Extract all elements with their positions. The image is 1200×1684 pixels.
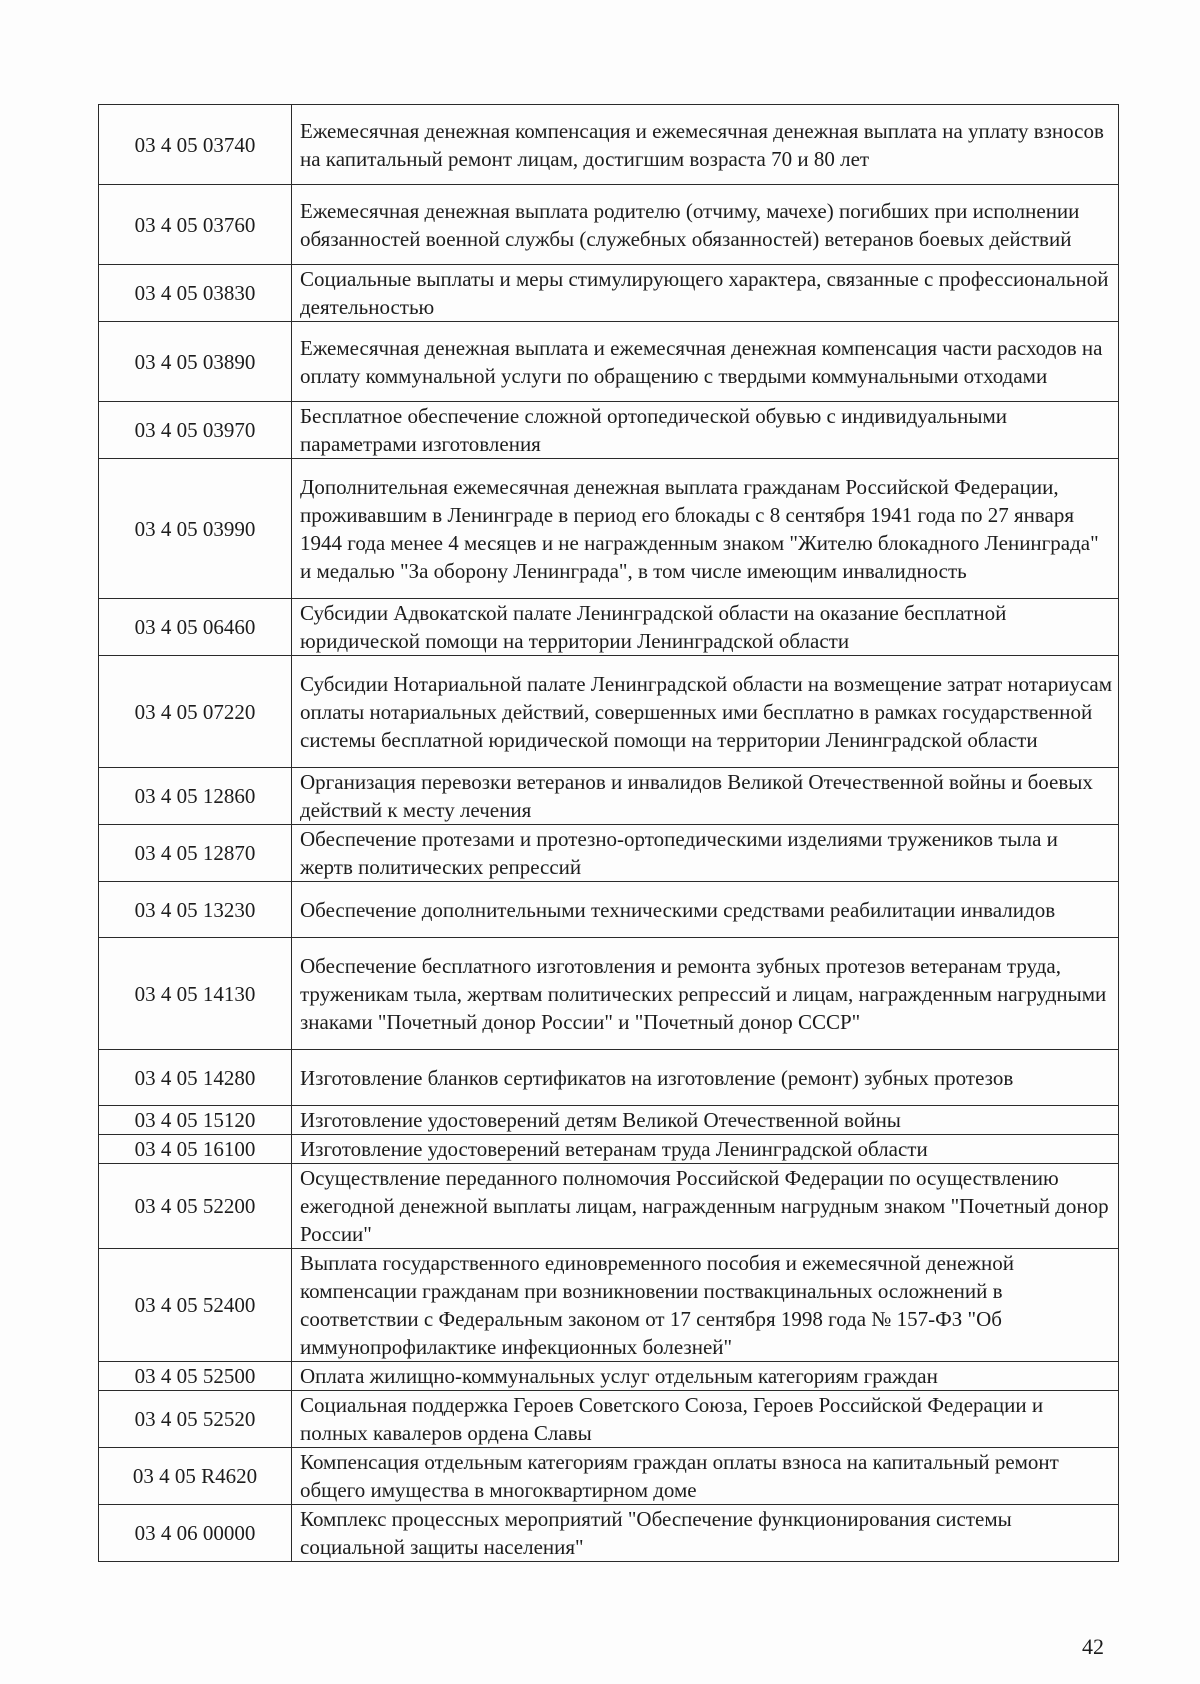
- row-code: 03 4 05 12860: [99, 768, 292, 825]
- row-code: 03 4 05 07220: [99, 656, 292, 768]
- row-code: 03 4 05 12870: [99, 825, 292, 882]
- row-code: 03 4 05 14130: [99, 938, 292, 1050]
- row-name: Социальная поддержка Героев Советского Союза, Героев Российской Федерации и полных кавалеров ордена Славы: [292, 1391, 1119, 1448]
- row-name: Комплекс процессных мероприятий "Обеспечение функционирования системы социальной защиты населения": [292, 1505, 1119, 1562]
- table-row: [99, 1391, 1119, 1448]
- row-code: 03 4 05 03970: [99, 402, 292, 459]
- row-name: Изготовление бланков сертификатов на изготовление (ремонт) зубных протезов: [292, 1050, 1119, 1106]
- row-code: 03 4 06 00000: [99, 1505, 292, 1562]
- table-row: [99, 185, 1119, 265]
- row-code: 03 4 05 15120: [99, 1106, 292, 1135]
- row-name: Ежемесячная денежная выплата родителю (отчиму, мачехе) погибших при исполнении обязанностей военной службы (служебных обязанностей) ветеранов боевых действий: [292, 185, 1119, 265]
- row-code: 03 4 05 03990: [99, 459, 292, 599]
- table-row: [99, 1135, 1119, 1164]
- row-name: Субсидии Адвокатской палате Ленинградской области на оказание бесплатной юридической помощи на территории Ленинградской области: [292, 599, 1119, 656]
- table-row: [99, 882, 1119, 938]
- table-row: [99, 1505, 1119, 1562]
- row-code: 03 4 05 14280: [99, 1050, 292, 1106]
- row-code: 03 4 05 03760: [99, 185, 292, 265]
- table-row: [99, 1106, 1119, 1135]
- row-code: 03 4 05 06460: [99, 599, 292, 656]
- table-row: [99, 599, 1119, 656]
- row-code: 03 4 05 03830: [99, 265, 292, 322]
- row-name: Обеспечение протезами и протезно-ортопедическими изделиями тружеников тыла и жертв политических репрессий: [292, 825, 1119, 882]
- table-row: [99, 1249, 1119, 1362]
- row-name: Социальные выплаты и меры стимулирующего характера, связанные с профессиональной деятельностью: [292, 265, 1119, 322]
- table-row: [99, 1164, 1119, 1249]
- row-code: 03 4 05 52520: [99, 1391, 292, 1448]
- table-row: [99, 656, 1119, 768]
- table-row: [99, 1448, 1119, 1505]
- table-row: [99, 1362, 1119, 1391]
- row-name: Изготовление удостоверений ветеранам труда Ленинградской области: [292, 1135, 1119, 1164]
- row-code: 03 4 05 03890: [99, 322, 292, 402]
- budget-codes-table: [98, 104, 1119, 1562]
- row-name: Ежемесячная денежная выплата и ежемесячная денежная компенсация части расходов на оплату коммунальной услуги по обращению с твердыми коммунальными отходами: [292, 322, 1119, 402]
- row-name: Обеспечение бесплатного изготовления и ремонта зубных протезов ветеранам труда, труженикам тыла, жертвам политических репрессий и лицам, награжденным нагрудными знаками "Почетный донор России" и "Почетный донор СССР": [292, 938, 1119, 1050]
- row-name: Дополнительная ежемесячная денежная выплата гражданам Российской Федерации, проживавшим в Ленинграде в период его блокады с 8 сентября 1941 года по 27 января 1944 года менее 4 месяцев и не награжденным знаком "Жителю блокадного Ленинграда" и медалью "За оборону Ленинграда", в том числе имеющим инвалидность: [292, 459, 1119, 599]
- table-row: [99, 105, 1119, 185]
- row-name: Выплата государственного единовременного пособия и ежемесячной денежной компенсации гражданам при возникновении поствакцинальных осложнений в соответствии с Федеральным законом от 17 сентября 1998 года № 157-ФЗ "Об иммунопрофилактике инфекционных болезней": [292, 1249, 1119, 1362]
- row-name: Изготовление удостоверений детям Великой Отечественной войны: [292, 1106, 1119, 1135]
- row-name: Компенсация отдельным категориям граждан оплаты взноса на капитальный ремонт общего имущества в многоквартирном доме: [292, 1448, 1119, 1505]
- row-code: 03 4 05 52200: [99, 1164, 292, 1249]
- row-code: 03 4 05 03740: [99, 105, 292, 185]
- row-name: Оплата жилищно-коммунальных услуг отдельным категориям граждан: [292, 1362, 1119, 1391]
- row-name: Ежемесячная денежная компенсация и ежемесячная денежная выплата на уплату взносов на капитальный ремонт лицам, достигшим возраста 70 и 80 лет: [292, 105, 1119, 185]
- table-row: [99, 265, 1119, 322]
- row-code: 03 4 05 13230: [99, 882, 292, 938]
- row-code: 03 4 05 52400: [99, 1249, 292, 1362]
- row-name: Обеспечение дополнительными техническими средствами реабилитации инвалидов: [292, 882, 1119, 938]
- row-name: Бесплатное обеспечение сложной ортопедической обувью с индивидуальными параметрами изготовления: [292, 402, 1119, 459]
- row-code: 03 4 05 16100: [99, 1135, 292, 1164]
- row-name: Организация перевозки ветеранов и инвалидов Великой Отечественной войны и боевых действий к месту лечения: [292, 768, 1119, 825]
- table-row: [99, 825, 1119, 882]
- table-row: [99, 938, 1119, 1050]
- row-name: Осуществление переданного полномочия Российской Федерации по осуществлению ежегодной денежной выплаты лицам, награжденным нагрудным знаком "Почетный донор России": [292, 1164, 1119, 1249]
- row-code: 03 4 05 R4620: [99, 1448, 292, 1505]
- table-row: [99, 768, 1119, 825]
- table-row: [99, 402, 1119, 459]
- row-code: 03 4 05 52500: [99, 1362, 292, 1391]
- table-row: [99, 459, 1119, 599]
- table-row: [99, 1050, 1119, 1106]
- row-name: Субсидии Нотариальной палате Ленинградской области на возмещение затрат нотариусам оплаты нотариальных действий, совершенных ими бесплатно в рамках государственной системы бесплатной юридической помощи на территории Ленинградской области: [292, 656, 1119, 768]
- page-number: 42: [1082, 1634, 1104, 1659]
- table-row: [99, 322, 1119, 402]
